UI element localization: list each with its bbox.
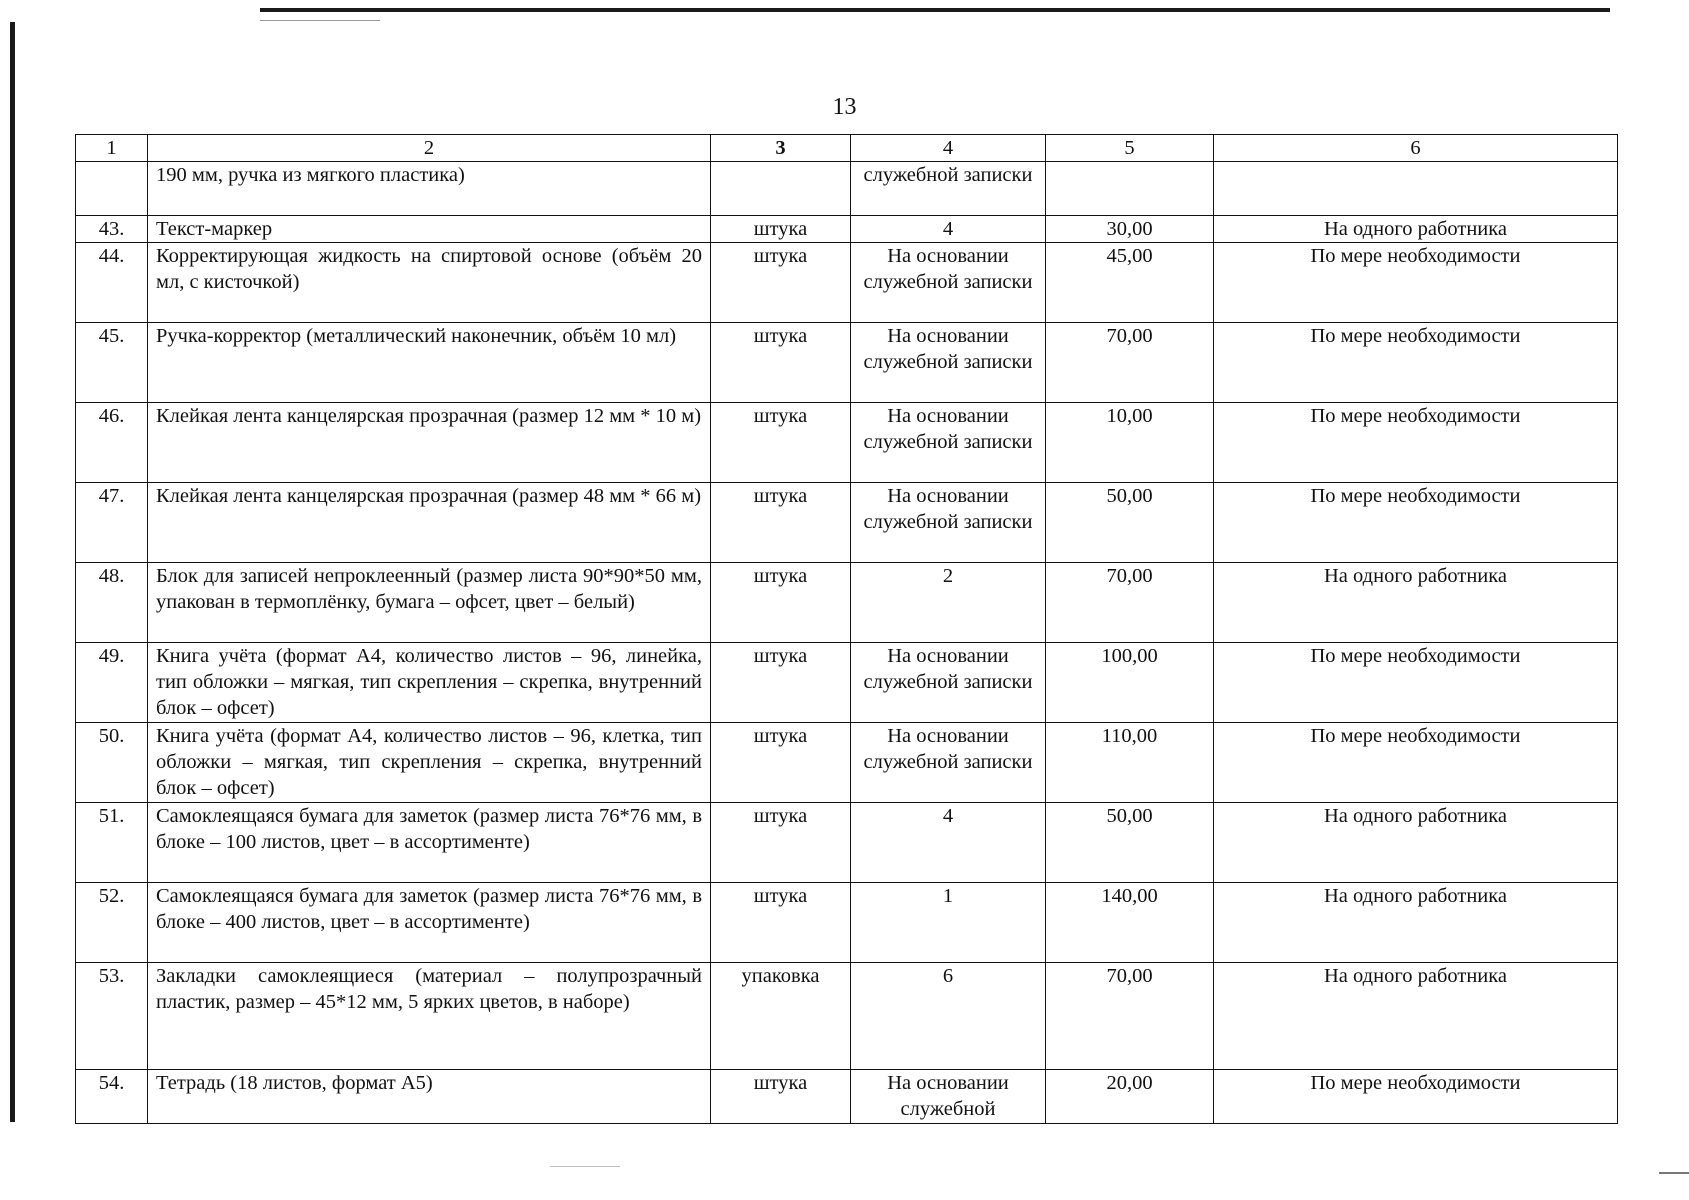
row-number-cell: 54. <box>76 1070 148 1124</box>
unit-cell: штука <box>711 403 851 483</box>
header-cell: 6 <box>1214 135 1618 162</box>
price-cell: 50,00 <box>1046 483 1214 563</box>
scan-border-top-thin <box>260 20 380 21</box>
price-cell: 70,00 <box>1046 323 1214 403</box>
price-cell <box>1046 162 1214 216</box>
item-name-cell: Текст-маркер <box>148 216 711 243</box>
unit-cell: штука <box>711 643 851 723</box>
row-number-cell: 44. <box>76 243 148 323</box>
price-cell: 30,00 <box>1046 216 1214 243</box>
unit-cell: штука <box>711 883 851 963</box>
table-row <box>76 483 1618 563</box>
row-number-cell: 50. <box>76 723 148 803</box>
item-name-cell: Самоклеящаяся бумага для заметок (размер листа 76*76 мм, в блоке – 400 листов, цвет – в ассортименте) <box>148 883 711 963</box>
item-name-cell: Клейкая лента канцелярская прозрачная (размер 12 мм * 10 м) <box>148 403 711 483</box>
page-number: 13 <box>832 94 857 120</box>
row-number-cell: 45. <box>76 323 148 403</box>
supplies-table <box>75 134 1618 1124</box>
header-row <box>76 135 1618 162</box>
row-number-cell: 48. <box>76 563 148 643</box>
table-row <box>76 803 1618 883</box>
unit-cell: штука <box>711 323 851 403</box>
note-cell: На одного работника <box>1214 803 1618 883</box>
row-number-cell: 46. <box>76 403 148 483</box>
price-cell: 70,00 <box>1046 963 1214 1070</box>
table-row <box>76 403 1618 483</box>
quantity-cell: На основании служебной записки <box>851 323 1046 403</box>
header-cell: 3 <box>711 135 851 162</box>
unit-cell: штука <box>711 243 851 323</box>
table-row <box>76 323 1618 403</box>
item-name-cell: Закладки самоклеящиеся (материал – полупрозрачный пластик, размер – 45*12 мм, 5 ярких цветов, в наборе) <box>148 963 711 1070</box>
price-cell: 10,00 <box>1046 403 1214 483</box>
header-cell: 5 <box>1046 135 1214 162</box>
table-row <box>76 563 1618 643</box>
item-name-cell: Ручка-корректор (металлический наконечник, объём 10 мл) <box>148 323 711 403</box>
note-cell: На одного работника <box>1214 216 1618 243</box>
quantity-cell: 4 <box>851 216 1046 243</box>
scan-speck <box>550 1166 620 1167</box>
item-name-cell: Блок для записей непроклеенный (размер листа 90*90*50 мм, упакован в термоплёнку, бумага – офсет, цвет – белый) <box>148 563 711 643</box>
table-row <box>76 216 1618 243</box>
note-cell: На одного работника <box>1214 883 1618 963</box>
scan-border-top <box>260 8 1610 12</box>
row-number-cell: 52. <box>76 883 148 963</box>
item-name-cell: Книга учёта (формат А4, количество листов – 96, клетка, тип обложки – мягкая, тип скрепления – скрепка, внутренний блок – офсет) <box>148 723 711 803</box>
unit-cell: штука <box>711 216 851 243</box>
quantity-cell: На основании служебной <box>851 1070 1046 1124</box>
price-cell: 45,00 <box>1046 243 1214 323</box>
unit-cell: штука <box>711 483 851 563</box>
note-cell: По мере необходимости <box>1214 403 1618 483</box>
table-row <box>76 723 1618 803</box>
quantity-cell: 4 <box>851 803 1046 883</box>
item-name-cell: 190 мм, ручка из мягкого пластика) <box>148 162 711 216</box>
price-cell: 140,00 <box>1046 883 1214 963</box>
quantity-cell: служебной записки <box>851 162 1046 216</box>
header-cell: 4 <box>851 135 1046 162</box>
quantity-cell: На основании служебной записки <box>851 483 1046 563</box>
header-cell: 1 <box>76 135 148 162</box>
note-cell <box>1214 162 1618 216</box>
note-cell: По мере необходимости <box>1214 1070 1618 1124</box>
row-number-cell: 47. <box>76 483 148 563</box>
note-cell: На одного работника <box>1214 963 1618 1070</box>
row-number-cell: 43. <box>76 216 148 243</box>
quantity-cell: На основании служебной записки <box>851 243 1046 323</box>
note-cell: По мере необходимости <box>1214 323 1618 403</box>
price-cell: 110,00 <box>1046 723 1214 803</box>
note-cell: По мере необходимости <box>1214 643 1618 723</box>
price-cell: 20,00 <box>1046 1070 1214 1124</box>
note-cell: По мере необходимости <box>1214 723 1618 803</box>
header-cell: 2 <box>148 135 711 162</box>
unit-cell: штука <box>711 563 851 643</box>
quantity-cell: На основании служебной записки <box>851 643 1046 723</box>
row-number-cell <box>76 162 148 216</box>
note-cell: По мере необходимости <box>1214 243 1618 323</box>
table-row <box>76 963 1618 1070</box>
item-name-cell: Самоклеящаяся бумага для заметок (размер листа 76*76 мм, в блоке – 100 листов, цвет – в ассортименте) <box>148 803 711 883</box>
note-cell: На одного работника <box>1214 563 1618 643</box>
table-row <box>76 1070 1618 1124</box>
quantity-cell: 2 <box>851 563 1046 643</box>
item-name-cell: Корректирующая жидкость на спиртовой основе (объём 20 мл, с кисточкой) <box>148 243 711 323</box>
unit-cell: штука <box>711 803 851 883</box>
unit-cell: штука <box>711 723 851 803</box>
continuation-row <box>76 162 1618 216</box>
item-name-cell: Тетрадь (18 листов, формат А5) <box>148 1070 711 1124</box>
note-cell: По мере необходимости <box>1214 483 1618 563</box>
quantity-cell: 6 <box>851 963 1046 1070</box>
item-name-cell: Книга учёта (формат А4, количество листов – 96, линейка, тип обложки – мягкая, тип скрепления – скрепка, внутренний блок – офсет) <box>148 643 711 723</box>
quantity-cell: 1 <box>851 883 1046 963</box>
unit-cell: упаковка <box>711 963 851 1070</box>
quantity-cell: На основании служебной записки <box>851 403 1046 483</box>
unit-cell: штука <box>711 1070 851 1124</box>
unit-cell <box>711 162 851 216</box>
price-cell: 100,00 <box>1046 643 1214 723</box>
row-number-cell: 49. <box>76 643 148 723</box>
item-name-cell: Клейкая лента канцелярская прозрачная (размер 48 мм * 66 м) <box>148 483 711 563</box>
price-cell: 70,00 <box>1046 563 1214 643</box>
price-cell: 50,00 <box>1046 803 1214 883</box>
row-number-cell: 51. <box>76 803 148 883</box>
table-row <box>76 643 1618 723</box>
scan-border-left <box>10 22 15 1122</box>
quantity-cell: На основании служебной записки <box>851 723 1046 803</box>
scan-mark <box>1659 1172 1689 1174</box>
table-row <box>76 243 1618 323</box>
table-row <box>76 883 1618 963</box>
row-number-cell: 53. <box>76 963 148 1070</box>
